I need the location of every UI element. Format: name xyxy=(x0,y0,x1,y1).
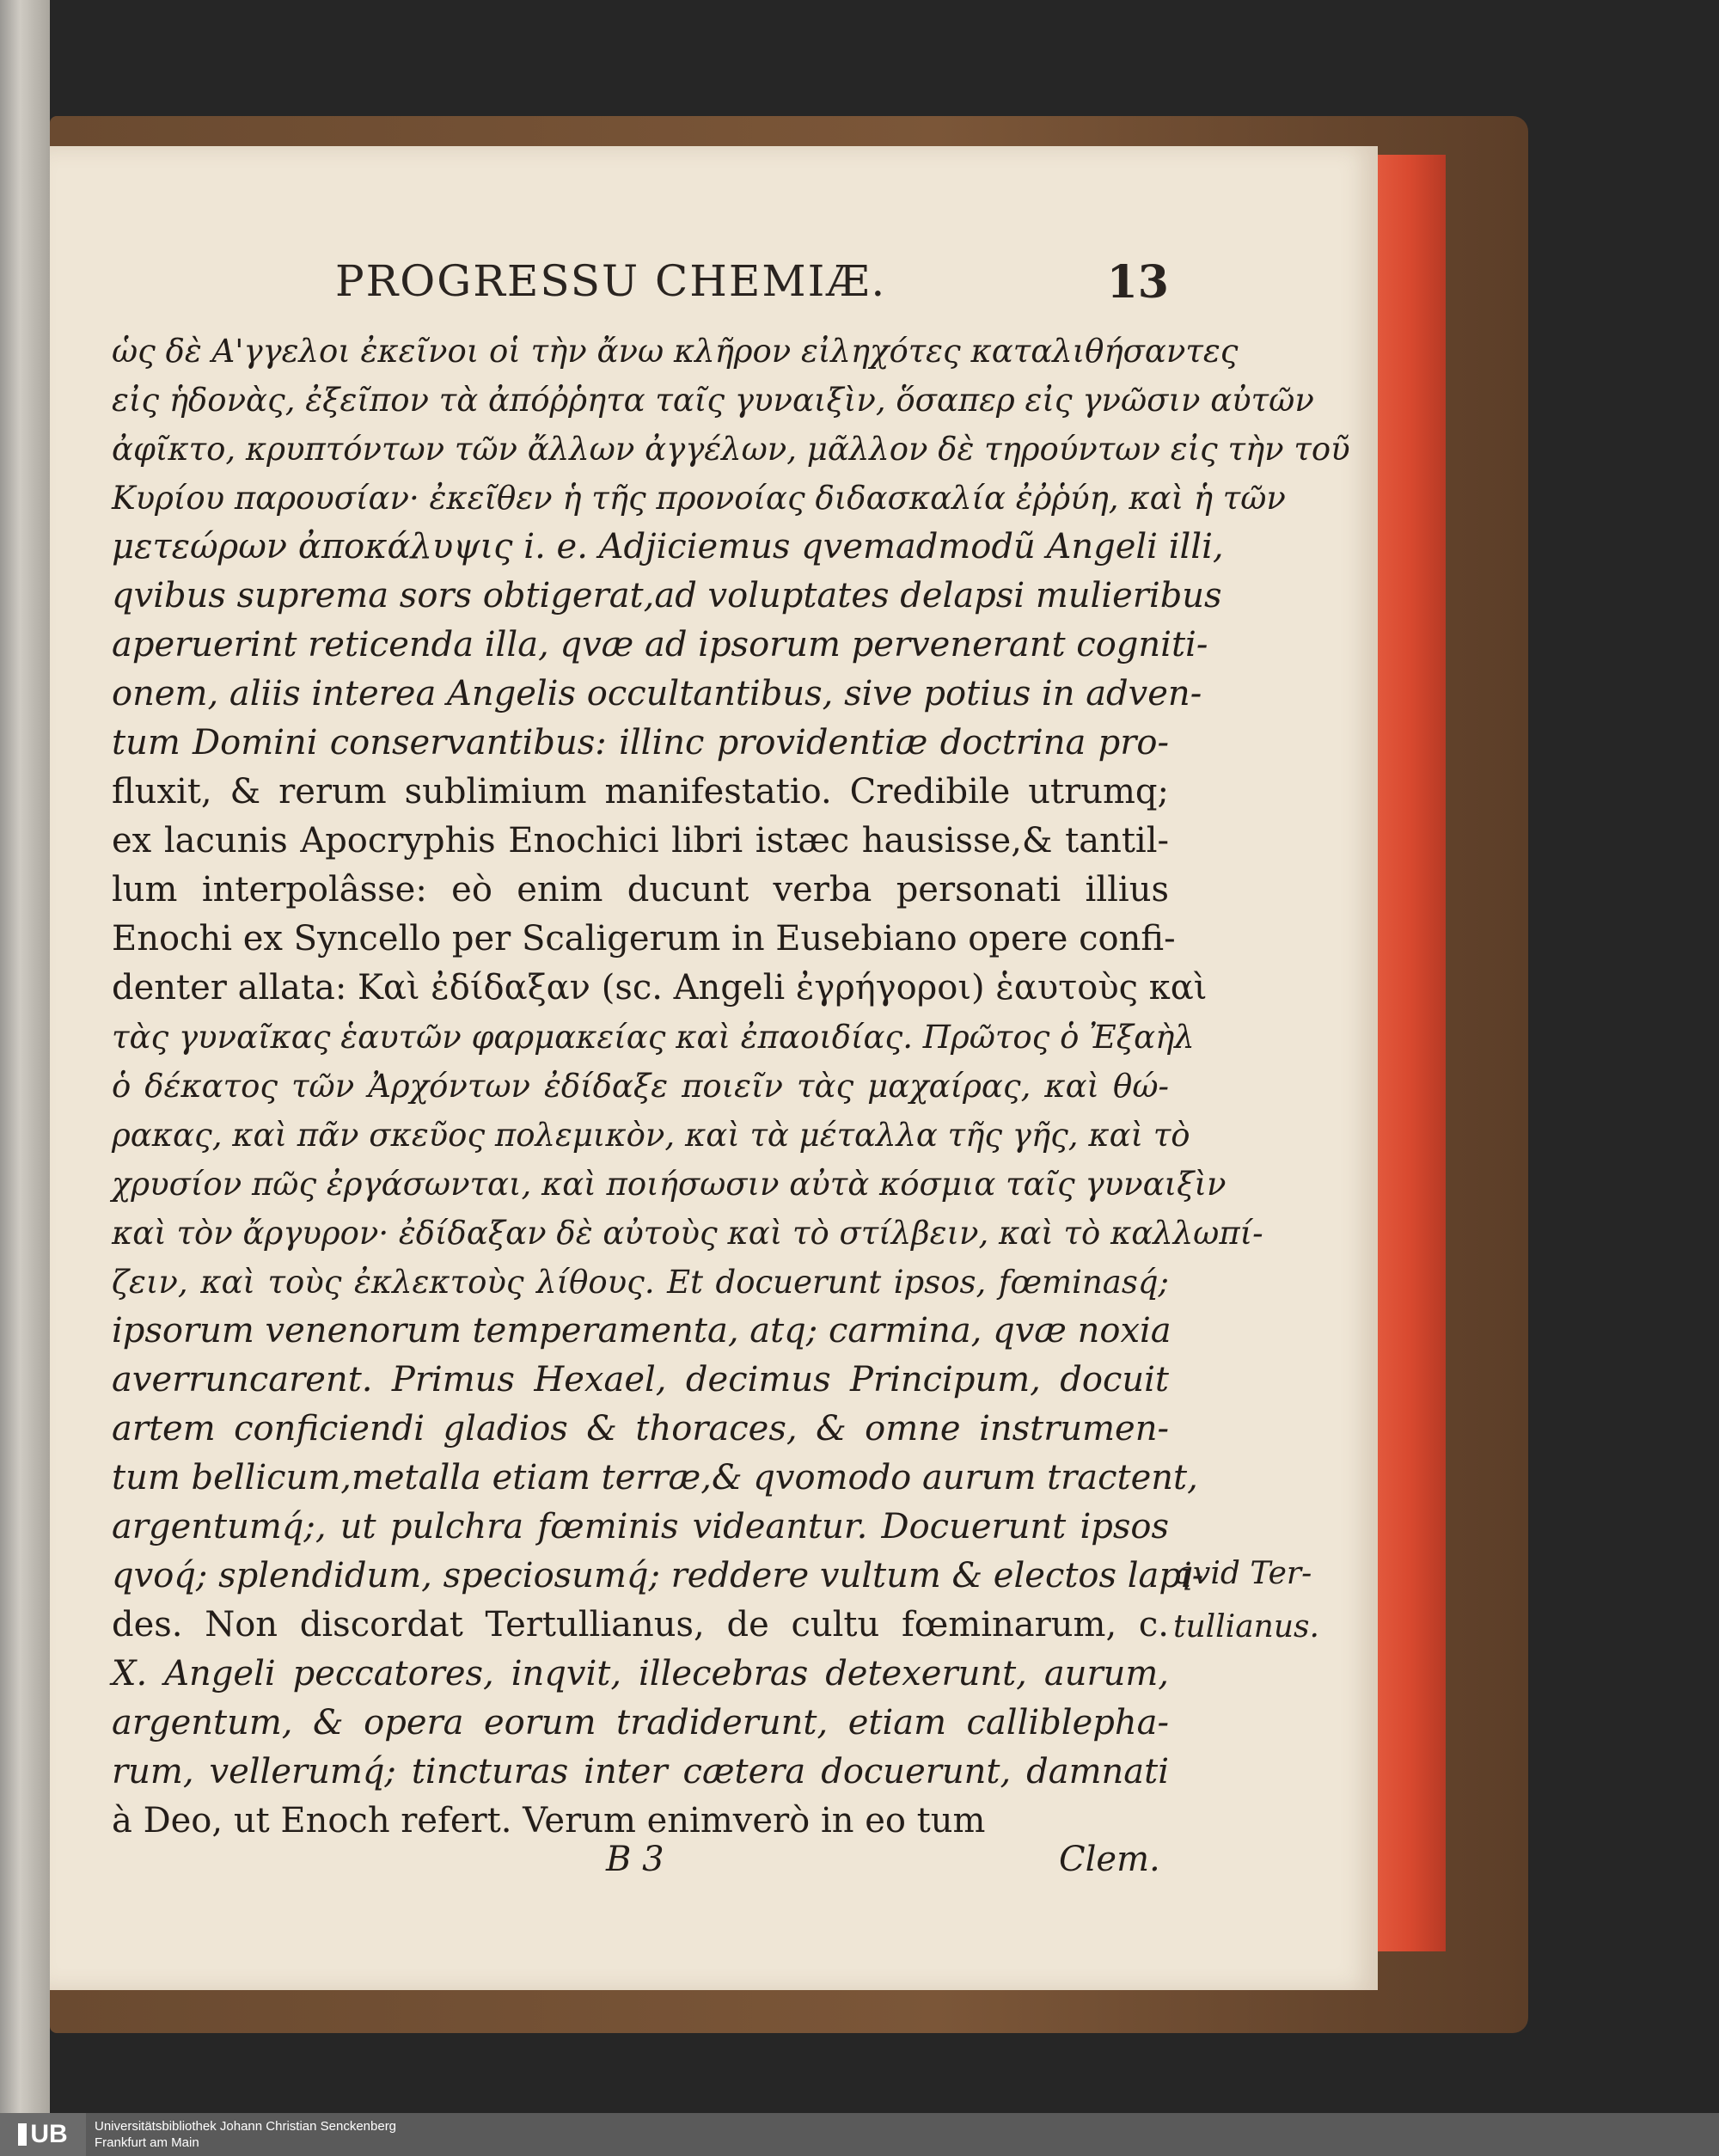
page-number: 13 xyxy=(1106,256,1169,309)
text-line: ζειν, καὶ τοὺς ἐκλεκτοὺς λίθους. Et docuerunt ipsos, fœminasq́; xyxy=(112,1264,1169,1301)
text-line: lum interpolâsse: eò enim ducunt verba personati illius xyxy=(112,870,1169,910)
text-line: qvoq́; splendidum, speciosumq́; reddere vultum & electos lapi- xyxy=(112,1556,1204,1596)
text-line: ipsorum venenorum temperamenta, atq; carmina, qvæ noxia xyxy=(112,1311,1171,1351)
text-line: μετεώρων ἀποκάλυψις i. e. Adjiciemus qvemadmodũ Angeli illi, xyxy=(112,527,1224,567)
text-line: qvibus suprema sors obtigerat,ad voluptates delapsi mulieribus xyxy=(112,576,1222,616)
text-line: fluxit, & rerum sublimium manifestatio. Credibile utrumq; xyxy=(112,772,1169,812)
text-line: des. Non discordat Tertullianus, de cultu fœminarum, c. xyxy=(112,1605,1169,1645)
text-line: à Deo, ut Enoch refert. Verum enimverò in eo tum xyxy=(112,1801,986,1841)
logo-mark-icon xyxy=(18,2123,27,2146)
text-line: τὰς γυναῖκας ἑαυτῶν φαρμακείας καὶ ἐπαοιδίας. Πρῶτος ὁ Ἐξαὴλ xyxy=(112,1019,1195,1056)
text-line: καὶ τὸν ἄργυρον· ἐδίδαξαν δὲ αὐτοὺς καὶ τὸ στίλβειν, καὶ τὸ καλλωπί- xyxy=(112,1215,1263,1252)
text-line: Enochi ex Syncello per Scaligerum in Eusebiano opere confi- xyxy=(112,919,1176,959)
text-line: argentumq́;, ut pulchra fœminis videantur. Docuerunt ipsos xyxy=(112,1507,1169,1547)
library-footer-bar xyxy=(0,2113,1719,2156)
signature-mark: B 3 xyxy=(606,1840,664,1879)
text-line: χρυσίον πῶς ἐργάσωνται, καὶ ποιήσωσιν αὐτὰ κόσμια ταῖς γυναιξὶν xyxy=(112,1166,1227,1203)
text-line: aperuerint reticenda illa, qvæ ad ipsorum pervenerant cogniti- xyxy=(112,625,1208,665)
text-line: ὁ δέκατος τῶν Ἀρχόντων ἐδίδαξε ποιεῖν τὰς μαχαίρας, καὶ θώ- xyxy=(112,1068,1169,1105)
text-line: onem, aliis interea Angelis occultantibus, sive potius in adven- xyxy=(112,674,1202,714)
text-line: denter allata: Καὶ ἐδίδαξαν (sc. Angeli ἐγρήγοροι) ἑαυτοὺς καὶ xyxy=(112,968,1208,1008)
library-city: Frankfurt am Main xyxy=(95,2135,199,2150)
text-line: ex lacunis Apocryphis Enochici libri istæc hausisse,& tantil- xyxy=(112,821,1169,861)
margin-note xyxy=(1173,1547,1379,1654)
library-credit xyxy=(95,2118,396,2151)
text-line: X. Angeli peccatores, inqvit, illecebras detexerunt, aurum, xyxy=(112,1654,1169,1694)
text-line: ἀφῖκτο, κρυπτόντων τῶν ἄλλων ἀγγέλων, μᾶλλον δὲ τηρούντων εἰς τὴν τοῦ xyxy=(112,431,1350,468)
library-logo xyxy=(0,2113,86,2156)
text-line: argentum, & opera eorum tradiderunt, etiam calliblepha- xyxy=(112,1703,1169,1743)
red-page-edge xyxy=(1375,155,1446,1951)
catchword: Clem. xyxy=(1059,1840,1160,1879)
margin-note-line: qvid Ter- xyxy=(1173,1556,1312,1591)
text-line: tum Domini conservantibus: illinc providentiæ doctrina pro- xyxy=(112,723,1169,763)
text-line: artem conficiendi gladios & thoraces, & omne instrumen- xyxy=(112,1409,1169,1449)
margin-note-line: tullianus. xyxy=(1173,1609,1319,1645)
text-line: Κυρίου παρουσίαν· ἐκεῖθεν ἡ τῆς προνοίας διδασκαλία ἐῤῥύη, καὶ ἡ τῶν xyxy=(112,480,1286,517)
text-line: tum bellicum,metalla etiam terræ,& qvomodo aurum tractent, xyxy=(112,1458,1198,1498)
adjacent-page-strip xyxy=(0,0,50,2113)
text-line: ρακας, καὶ πᾶν σκεῦος πολεμικὸν, καὶ τὰ μέταλλα τῆς γῆς, καὶ τὸ xyxy=(112,1117,1190,1154)
library-name: Universitätsbibliothek Johann Christian Senckenberg xyxy=(95,2119,397,2134)
logo-text: UB xyxy=(30,2120,68,2148)
text-line: averruncarent. Primus Hexael, decimus Principum, docuit xyxy=(112,1360,1169,1400)
text-line: εἰς ἡδονὰς, ἐξεῖπον τὰ ἀπόῤῥητα ταῖς γυναιξὶν, ὅσαπερ εἰς γνῶσιν αὐτῶν xyxy=(112,382,1314,419)
text-line: rum, vellerumq́; tincturas inter cætera docuerunt, damnati xyxy=(112,1752,1169,1792)
running-head: PROGRESSU CHEMIÆ. xyxy=(335,256,887,306)
text-line: ὡς δὲ Α'γγελοι ἐκεῖνοι οἱ τὴν ἄνω κλῆρον εἰληχότες καταλιθήσαντες xyxy=(112,333,1239,370)
